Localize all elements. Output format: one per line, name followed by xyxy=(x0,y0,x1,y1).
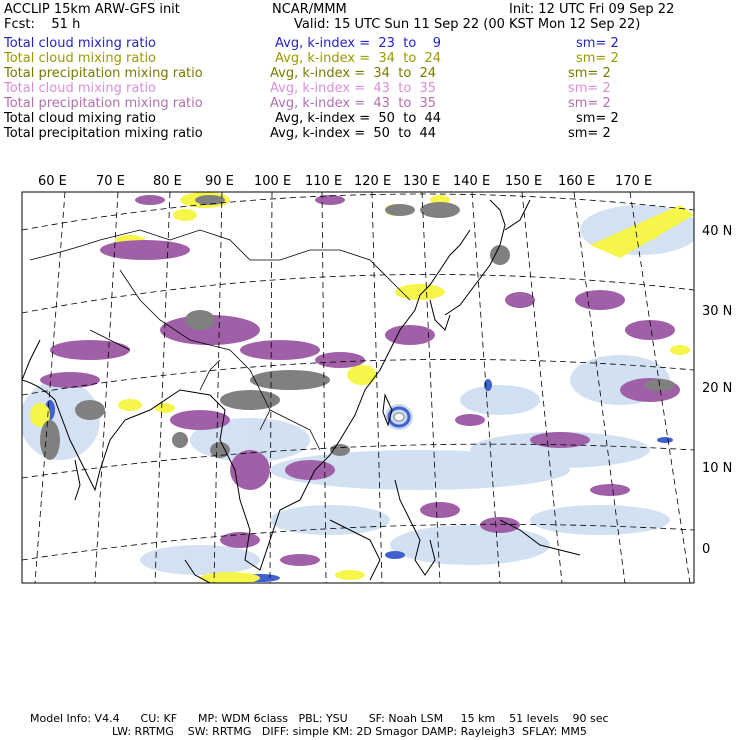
legend-sm: sm= 2 xyxy=(568,66,611,81)
legend-avg: Avg, k-index = 50 to 44 xyxy=(270,126,437,141)
lon-label: 120 E xyxy=(354,174,392,189)
legend-field: Total cloud mixing ratio xyxy=(4,111,157,126)
legend-sm: sm= 2 xyxy=(568,96,611,111)
legend-sm: sm= 2 xyxy=(576,36,619,51)
lat-label: 40 N xyxy=(702,224,733,239)
legend-sm: sm= 2 xyxy=(576,51,619,66)
typhoon-eye-icon xyxy=(385,404,413,430)
legend-sm: sm= 2 xyxy=(576,111,619,126)
legend-avg: Avg, k-index = 34 to 24 xyxy=(270,66,437,81)
init-time: Init: 12 UTC Fri 09 Sep 22 xyxy=(509,2,675,17)
lon-label: 110 E xyxy=(305,174,343,189)
lon-label: 80 E xyxy=(153,174,182,189)
legend-field: Total precipitation mixing ratio xyxy=(4,96,203,111)
organization-label: NCAR/MMM xyxy=(272,2,347,17)
lon-label: 150 E xyxy=(505,174,543,189)
lon-label: 70 E xyxy=(96,174,125,189)
longitude-labels xyxy=(38,174,652,189)
forecast-hour: Fcst: 51 h xyxy=(4,17,81,32)
legend-field: Total cloud mixing ratio xyxy=(4,51,157,66)
lon-label: 60 E xyxy=(38,174,67,189)
lat-label: 10 N xyxy=(702,461,733,476)
lat-label: 0 xyxy=(702,542,711,557)
lon-label: 90 E xyxy=(205,174,234,189)
legend-avg: Avg, k-index = 43 to 35 xyxy=(270,96,437,111)
legend-sm: sm= 2 xyxy=(568,81,611,96)
legend-avg: Avg, k-index = 23 to 9 xyxy=(275,36,442,51)
lon-label: 160 E xyxy=(558,174,596,189)
legend-field: Total precipitation mixing ratio xyxy=(4,126,203,141)
valid-time: Valid: 15 UTC Sun 11 Sep 22 (00 KST Mon 12 Sep 22) xyxy=(294,17,641,32)
legend-avg: Avg, k-index = 34 to 24 xyxy=(275,51,442,66)
lon-label: 130 E xyxy=(403,174,441,189)
legend-avg: Avg, k-index = 50 to 44 xyxy=(275,111,442,126)
lat-label: 20 N xyxy=(702,381,733,396)
model-physics-line: LW: RRTMG SW: RRTMG DIFF: simple KM: 2D Smagor DAMP: Rayleigh3 SFLAY: MM5 xyxy=(112,725,587,738)
legend-sm: sm= 2 xyxy=(568,126,611,141)
latitude-labels xyxy=(702,224,732,557)
model-info-line: Model Info: V4.4 CU: KF MP: WDM 6class PBL: YSU SF: Noah LSM 15 km 51 levels 90 sec xyxy=(30,712,609,725)
model-title: ACCLIP 15km ARW-GFS init xyxy=(4,2,180,17)
legend-field: Total cloud mixing ratio xyxy=(4,36,157,51)
lon-label: 170 E xyxy=(615,174,653,189)
lat-label: 30 N xyxy=(702,304,733,319)
legend-field: Total cloud mixing ratio xyxy=(4,81,157,96)
lon-label: 140 E xyxy=(453,174,491,189)
lon-label: 100 E xyxy=(254,174,292,189)
legend-field: Total precipitation mixing ratio xyxy=(4,66,203,81)
legend-avg: Avg, k-index = 43 to 35 xyxy=(270,81,437,96)
